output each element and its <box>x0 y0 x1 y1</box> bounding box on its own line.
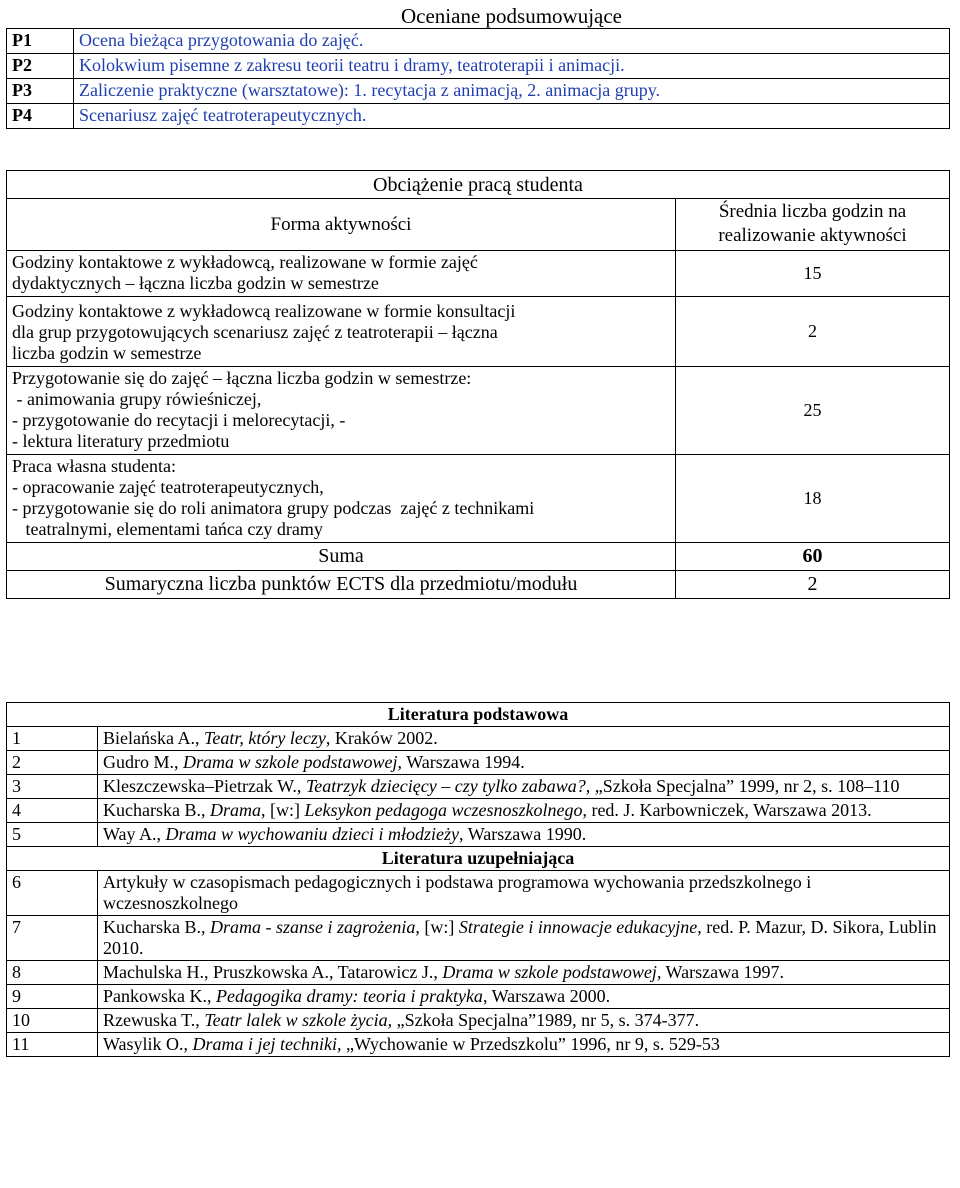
literature-reference <box>98 916 950 961</box>
literature-item <box>7 961 950 985</box>
literature-reference <box>98 1033 950 1057</box>
literature-number: 6 <box>7 871 98 916</box>
literature-number: 10 <box>7 1009 98 1033</box>
assessment-code: P3 <box>7 79 74 104</box>
literature-reference <box>98 727 950 751</box>
literature-number: 11 <box>7 1033 98 1057</box>
reference-text: Rzewuska T., <box>103 1010 205 1030</box>
ects-row <box>7 571 950 599</box>
basic-literature-title: Literatura podstawowa <box>7 703 950 727</box>
literature-item <box>7 751 950 775</box>
supplementary-literature-title-row <box>7 847 950 871</box>
literature-number: 1 <box>7 727 98 751</box>
workload-title: Obciążenie pracą studenta <box>7 171 950 199</box>
hours-value: 15 <box>676 251 950 297</box>
literature-reference <box>98 985 950 1009</box>
assessment-text: Scenariusz zajęć teatroterapeutycznych. <box>74 104 950 129</box>
literature-reference <box>98 751 950 775</box>
sum-row <box>7 543 950 571</box>
reference-text: Pankowska K., <box>103 986 216 1006</box>
literature-table <box>6 702 950 1057</box>
workload-row <box>7 455 950 543</box>
literature-item <box>7 799 950 823</box>
reference-text: , Warszawa 2000. <box>482 986 611 1006</box>
workload-row <box>7 367 950 455</box>
literature-number: 7 <box>7 916 98 961</box>
reference-title: Teatr lalek w szkole życia, <box>204 1010 397 1030</box>
reference-title: Leksykon pedagoga wczesnoszkolnego <box>304 800 583 820</box>
reference-title: Strategie i innowacje edukacyjne <box>458 917 698 937</box>
literature-item <box>7 1033 950 1057</box>
reference-text: Gudro M., <box>103 752 183 772</box>
literature-number: 4 <box>7 799 98 823</box>
literature-reference <box>98 1009 950 1033</box>
literature-item <box>7 871 950 916</box>
assessment-row <box>7 104 950 129</box>
literature-reference <box>98 799 950 823</box>
literature-number: 2 <box>7 751 98 775</box>
assessment-row <box>7 29 950 54</box>
reference-text: , [w:] <box>261 800 305 820</box>
literature-reference <box>98 823 950 847</box>
activity-text: Godziny kontaktowe z wykładowcą, realizowane w formie zajęć dydaktycznych – łączna liczba godzin w semestrze <box>7 251 676 297</box>
reference-text: Machulska H., Pruszkowska A., Tatarowicz J., <box>103 962 443 982</box>
reference-text: Artykuły w czasopismach pedagogicznych i podstawa programowa wychowania przedszkolnego i wczesnoszkolnego <box>103 872 812 913</box>
reference-text: Way A., <box>103 824 166 844</box>
hours-column-header: Średnia liczba godzin na realizowanie aktywności <box>676 199 950 251</box>
literature-number: 8 <box>7 961 98 985</box>
sum-label: Suma <box>7 543 676 571</box>
ects-value: 2 <box>676 571 950 599</box>
basic-literature-title-row <box>7 703 950 727</box>
reference-title: Drama - szanse i zagrożenia <box>209 917 416 937</box>
reference-text: Bielańska A., <box>103 728 204 748</box>
activity-text: Praca własna studenta: - opracowanie zajęć teatroterapeutycznych, - przygotowanie się do roli animatora grupy podczas zajęć z technikami teatralnymi, elementami tańca czy dramy <box>7 455 676 543</box>
reference-text: Kleszczewska–Pietrzak W., <box>103 776 306 796</box>
assessment-table <box>6 5 950 129</box>
assessment-text: Zaliczenie praktyczne (warsztatowe): 1. recytacja z animacją, 2. animacja grupy. <box>74 79 950 104</box>
hours-value: 18 <box>676 455 950 543</box>
literature-item <box>7 775 950 799</box>
reference-title: Drama w szkole podstawowej, <box>442 962 662 982</box>
literature-item <box>7 916 950 961</box>
literature-reference <box>98 871 950 916</box>
hours-value: 2 <box>676 297 950 367</box>
assessment-row <box>7 54 950 79</box>
literature-reference <box>98 961 950 985</box>
reference-text: , red. J. Karbowniczek, Warszawa 2013. <box>582 800 872 820</box>
reference-title: Pedagogika dramy: teoria i praktyka <box>216 986 483 1006</box>
reference-text: , Warszawa 1990. <box>459 824 587 844</box>
activity-text: Przygotowanie się do zajęć – łączna liczba godzin w semestrze: - animowania grupy rówieśniczej, - przygotowanie do recytacji i melorecytacji, - - lektura literatury przedmiotu <box>7 367 676 455</box>
reference-text: Kucharska B., <box>103 917 210 937</box>
reference-text: „Szkoła Specjalna”1989, nr 5, s. 374-377. <box>396 1010 700 1030</box>
reference-title: Teatr, który leczy <box>204 728 326 748</box>
reference-text: „Wychowanie w Przedszkolu” 1996, nr 9, s. 529-53 <box>346 1034 720 1054</box>
reference-title: Drama <box>209 800 261 820</box>
reference-text: Wasylik O., <box>103 1034 193 1054</box>
reference-text: , red. P. Mazur, D. Sikora, Lublin 2010. <box>103 917 937 958</box>
assessment-code: P1 <box>7 29 74 54</box>
reference-title: Drama i jej techniki, <box>192 1034 347 1054</box>
ects-label: Sumaryczna liczba punktów ECTS dla przedmiotu/modułu <box>7 571 676 599</box>
reference-title: Drama w szkole podstawowej <box>183 752 398 772</box>
reference-title: Teatrzyk dziecięcy – czy tylko zabawa?, <box>305 776 595 796</box>
assessment-code: P4 <box>7 104 74 129</box>
reference-text: , [w:] <box>415 917 459 937</box>
activity-column-header: Forma aktywności <box>7 199 676 251</box>
assessment-title: Oceniane podsumowujące <box>74 5 950 29</box>
literature-item <box>7 727 950 751</box>
literature-number: 3 <box>7 775 98 799</box>
assessment-text: Kolokwium pisemne z zakresu teorii teatru i dramy, teatroterapii i animacji. <box>74 54 950 79</box>
workload-table <box>6 170 950 599</box>
reference-title: Drama w wychowaniu dzieci i młodzieży <box>165 824 460 844</box>
assessment-text: Ocena bieżąca przygotowania do zajęć. <box>74 29 950 54</box>
literature-number: 9 <box>7 985 98 1009</box>
literature-item <box>7 1009 950 1033</box>
supplementary-literature-title: Literatura uzupełniająca <box>7 847 950 871</box>
literature-number: 5 <box>7 823 98 847</box>
sum-value: 60 <box>676 543 950 571</box>
workload-row <box>7 251 950 297</box>
reference-text: Kucharska B., <box>103 800 210 820</box>
reference-text: , Warszawa 1994. <box>397 752 525 772</box>
workload-row <box>7 297 950 367</box>
activity-text: Godziny kontaktowe z wykładowcą realizowane w formie konsultacji dla grup przygotowujących scenariusz zajęć z teatroterapii – łączna liczba godzin w semestrze <box>7 297 676 367</box>
literature-item <box>7 823 950 847</box>
assessment-code: P2 <box>7 54 74 79</box>
reference-text: „Szkoła Specjalna” 1999, nr 2, s. 108–110 <box>594 776 900 796</box>
literature-reference <box>98 775 950 799</box>
reference-text: Warszawa 1997. <box>661 962 785 982</box>
hours-value: 25 <box>676 367 950 455</box>
literature-item <box>7 985 950 1009</box>
reference-text: , Kraków 2002. <box>325 728 438 748</box>
assessment-row <box>7 79 950 104</box>
